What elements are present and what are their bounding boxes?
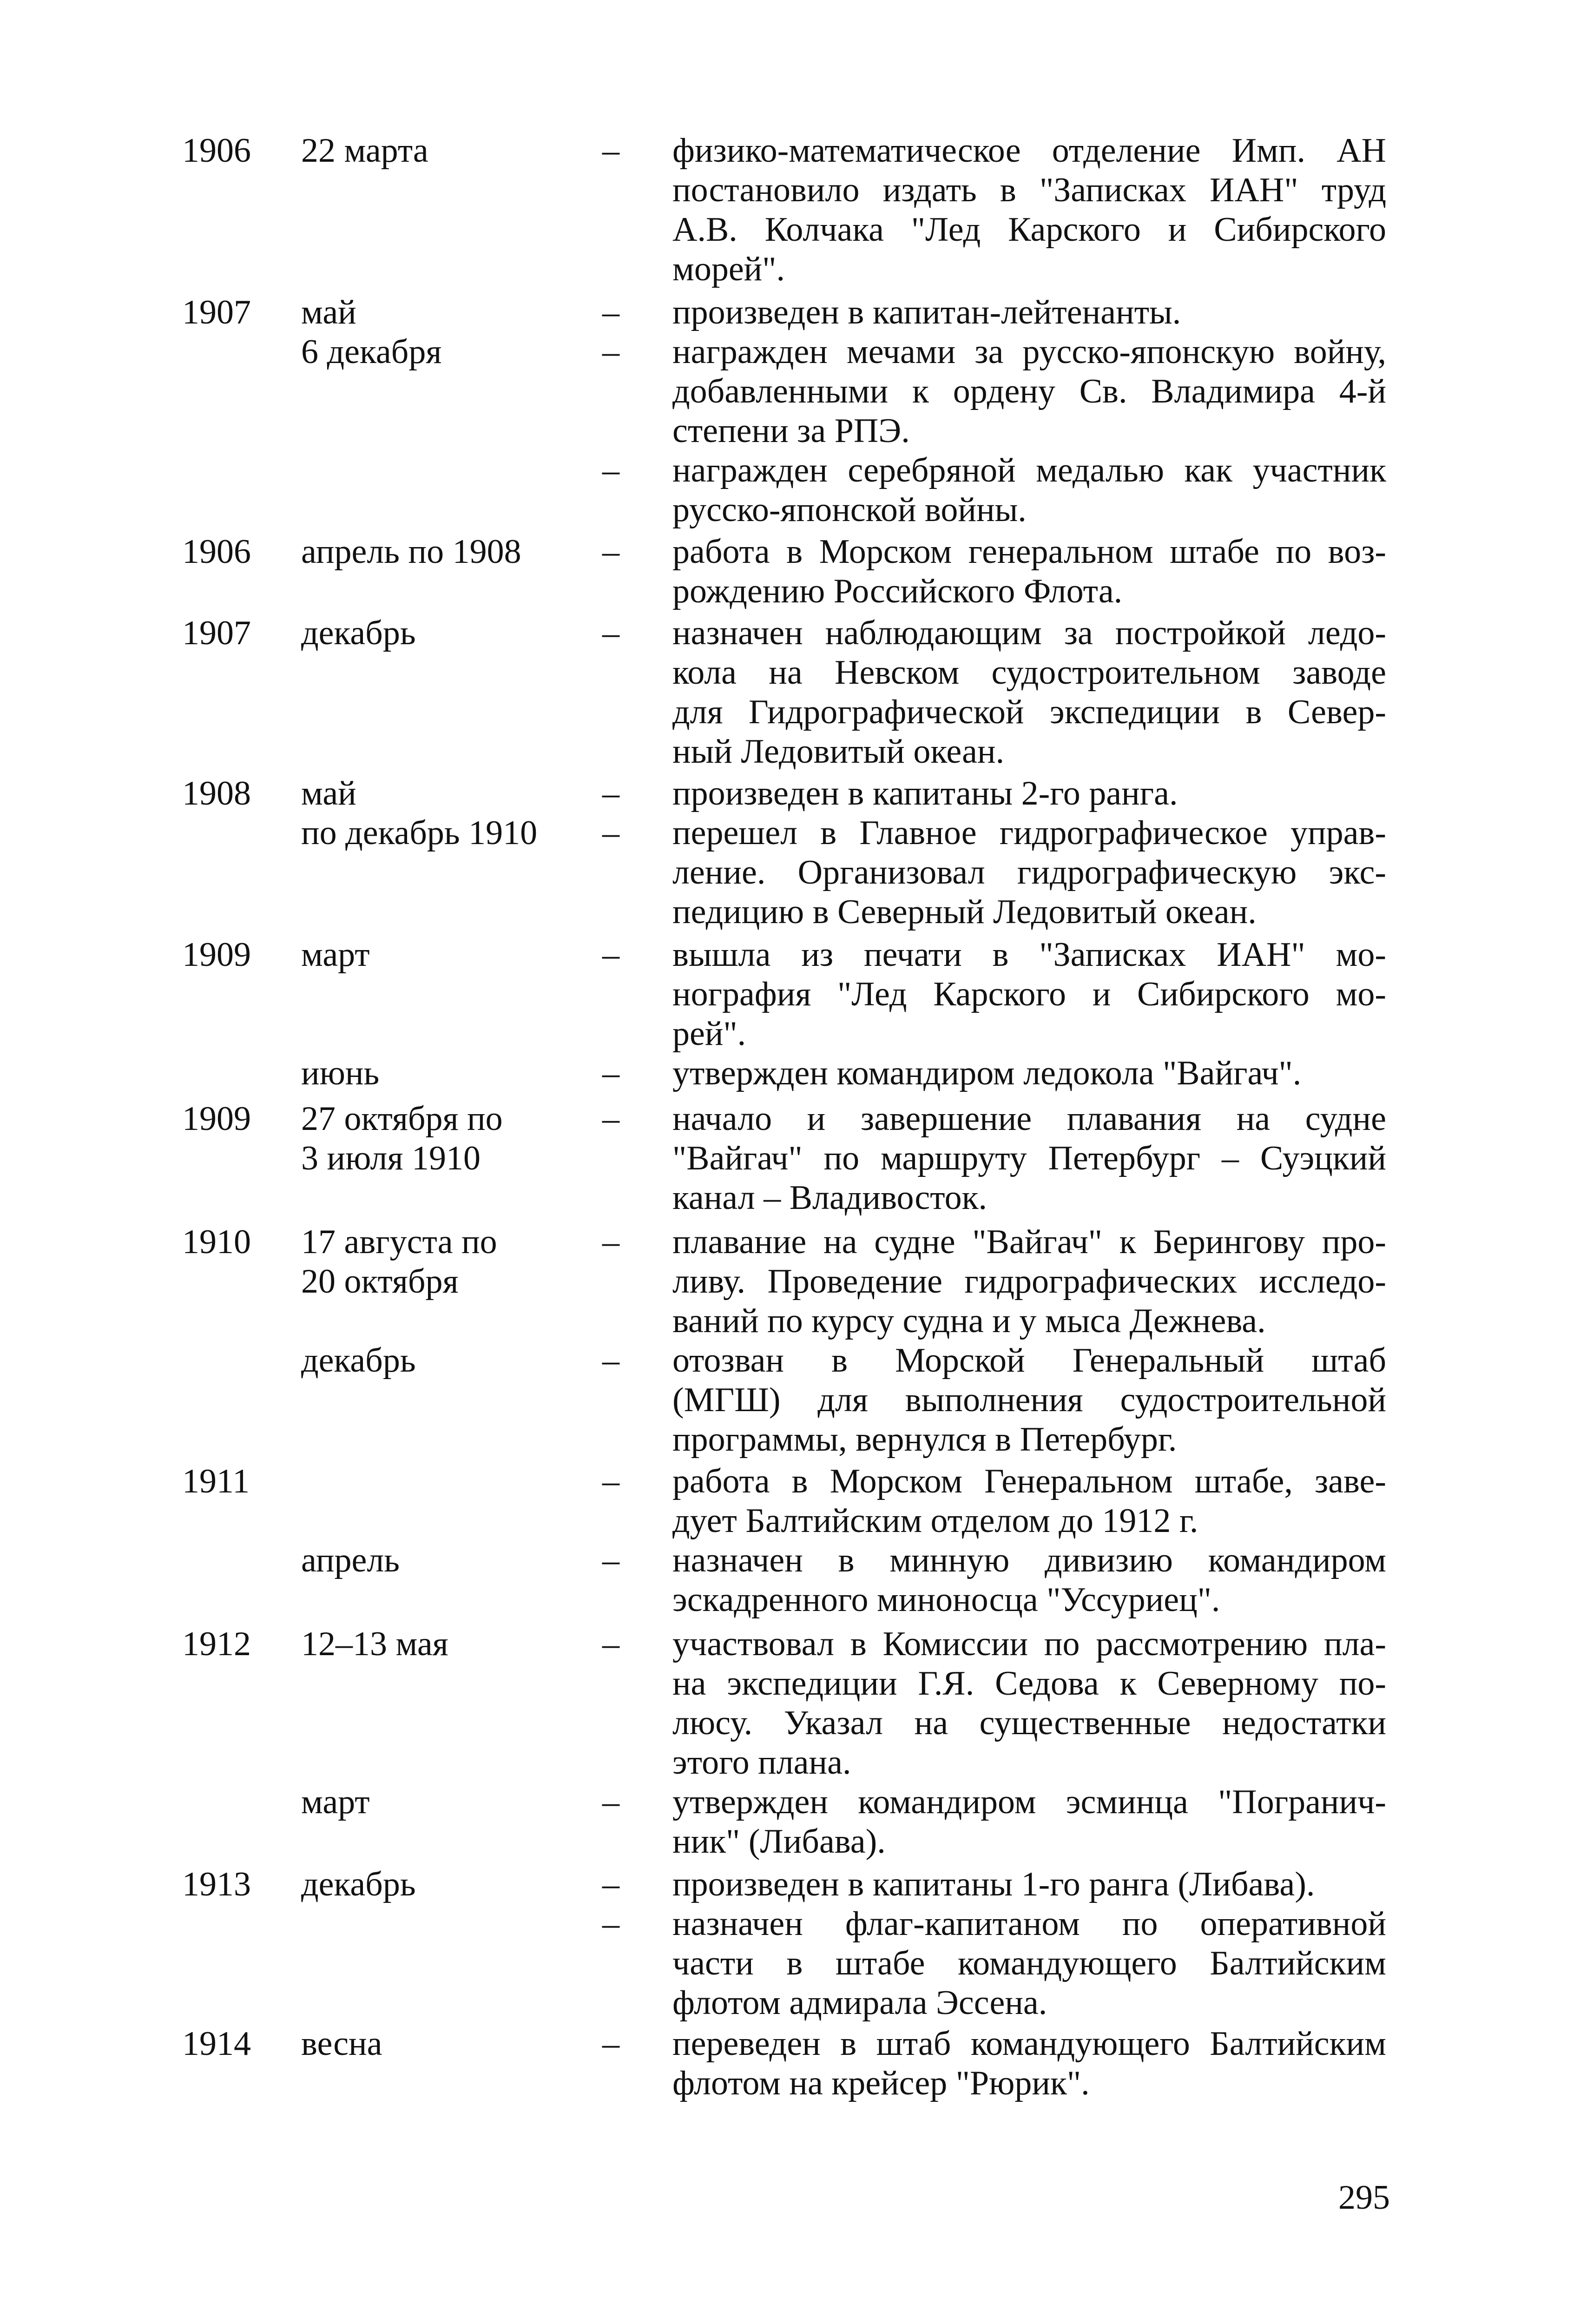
entry-text-line: ник" (Либава). xyxy=(672,1822,886,1861)
entry-dash: – xyxy=(602,1100,619,1138)
entry-dash: – xyxy=(602,774,619,812)
entry-text-line: русско-японской войны. xyxy=(672,491,1027,529)
entry-text-line: отозван в Морской Генеральный штаб xyxy=(672,1341,1386,1380)
chronology-year: 1913 xyxy=(182,1865,251,1903)
chronology-year: 1911 xyxy=(182,1462,250,1500)
entry-text-line: ление. Организовал гидрографическую экс- xyxy=(672,853,1386,891)
entry-text-line: утвержден командиром эсминца "Погранич- xyxy=(672,1783,1386,1821)
chronology-date: март xyxy=(301,1783,370,1821)
entry-text-line: работа в Морском генеральном штабе по воз- xyxy=(672,533,1386,571)
entry-dash: – xyxy=(602,333,619,371)
entry-text-line: переведен в штаб командующего Балтийским xyxy=(672,2025,1386,2063)
chronology-date: 22 марта xyxy=(301,132,428,170)
chronology-year: 1910 xyxy=(182,1223,251,1261)
entry-text-line: на экспедиции Г.Я. Седова к Северному по- xyxy=(672,1664,1386,1703)
entry-text-line: морей". xyxy=(672,250,785,288)
entry-text-line: степени за РПЭ. xyxy=(672,412,910,450)
entry-text-line: участвовал в Комиссии по рассмотрению пла- xyxy=(672,1625,1386,1663)
entry-text-line: перешел в Главное гидрографическое управ- xyxy=(672,814,1386,852)
entry-dash: – xyxy=(602,1783,619,1821)
chronology-year: 1912 xyxy=(182,1625,251,1663)
chronology-year: 1906 xyxy=(182,132,251,170)
chronology-year: 1908 xyxy=(182,774,251,812)
entry-dash: – xyxy=(602,1341,619,1380)
entry-text-line: рождению Российского Флота. xyxy=(672,572,1123,610)
page-number: 295 xyxy=(1338,2179,1390,2217)
entry-text-line: нография "Лед Карского и Сибирского мо- xyxy=(672,975,1386,1013)
entry-text-line: этого плана. xyxy=(672,1743,851,1782)
entry-text-line: "Вайгач" по маршруту Петербург – Суэцкий xyxy=(672,1139,1386,1177)
chronology-date: 27 октября по xyxy=(301,1100,503,1138)
entry-text-line: физико-математическое отделение Имп. АН xyxy=(672,132,1386,170)
entry-text-line: ливу. Проведение гидрографических исследо- xyxy=(672,1262,1386,1301)
entry-dash: – xyxy=(602,293,619,331)
entry-text-line: ный Ледовитый океан. xyxy=(672,733,1005,771)
entry-text-line: А.В. Колчака "Лед Карского и Сибирского xyxy=(672,211,1386,249)
chronology-year: 1909 xyxy=(182,1100,251,1138)
chronology-date: апрель по 1908 xyxy=(301,533,521,571)
entry-text-line: ваний по курсу судна и у мыса Дежнева. xyxy=(672,1302,1266,1340)
chronology-date: апрель xyxy=(301,1541,400,1579)
entry-dash: – xyxy=(602,1223,619,1261)
chronology-date: декабрь xyxy=(301,1865,416,1903)
chronology-date: весна xyxy=(301,2025,382,2063)
chronology-date: 20 октября xyxy=(301,1262,459,1301)
entry-dash: – xyxy=(602,1054,619,1092)
entry-text-line: эскадренного миноносца "Уссуриец". xyxy=(672,1581,1220,1619)
chronology-date: 6 декабря xyxy=(301,333,442,371)
entry-text-line: педицию в Северный Ледовитый океан. xyxy=(672,893,1257,931)
chronology-date: по декабрь 1910 xyxy=(301,814,538,852)
entry-text-line: произведен в капитаны 2-го ранга. xyxy=(672,774,1178,812)
chronology-date: декабрь xyxy=(301,614,416,652)
entry-text-line: назначен наблюдающим за постройкой ледо- xyxy=(672,614,1386,652)
entry-dash: – xyxy=(602,2025,619,2063)
entry-text-line: флотом адмирала Эссена. xyxy=(672,1984,1047,2022)
entry-dash: – xyxy=(602,132,619,170)
chronology-date: май xyxy=(301,293,356,331)
entry-dash: – xyxy=(602,1865,619,1903)
entry-dash: – xyxy=(602,1541,619,1579)
entry-text-line: назначен флаг-капитаном по оперативной xyxy=(672,1905,1386,1943)
entry-text-line: произведен в капитан-лейтенанты. xyxy=(672,293,1181,331)
entry-dash: – xyxy=(602,614,619,652)
chronology-date: 17 августа по xyxy=(301,1223,497,1261)
entry-text-line: люсу. Указал на существенные недостатки xyxy=(672,1704,1386,1742)
entry-dash: – xyxy=(602,1625,619,1663)
chronology-year: 1906 xyxy=(182,533,251,571)
entry-text-line: части в штабе командующего Балтийским xyxy=(672,1944,1386,1982)
entry-text-line: добавленными к ордену Св. Владимира 4-й xyxy=(672,372,1386,410)
entry-dash: – xyxy=(602,814,619,852)
entry-text-line: плавание на судне "Вайгач" к Берингову про- xyxy=(672,1223,1386,1261)
chronology-year: 1907 xyxy=(182,293,251,331)
entry-dash: – xyxy=(602,451,619,489)
chronology-date: май xyxy=(301,774,356,812)
entry-text-line: рей". xyxy=(672,1015,746,1053)
entry-text-line: начало и завершение плавания на судне xyxy=(672,1100,1386,1138)
entry-text-line: программы, вернулся в Петербург. xyxy=(672,1420,1177,1459)
chronology-date: июнь xyxy=(301,1054,380,1092)
entry-text-line: (МГШ) для выполнения судостроительной xyxy=(672,1381,1386,1419)
entry-text-line: для Гидрографической экспедиции в Север- xyxy=(672,693,1386,731)
entry-text-line: постановило издать в "Записках ИАН" труд xyxy=(672,171,1386,209)
entry-dash: – xyxy=(602,1462,619,1500)
entry-dash: – xyxy=(602,1905,619,1943)
entry-text-line: вышла из печати в "Записках ИАН" мо- xyxy=(672,936,1386,974)
chronology-date: декабрь xyxy=(301,1341,416,1380)
entry-text-line: утвержден командиром ледокола "Вайгач". xyxy=(672,1054,1302,1092)
chronology-date: 12–13 мая xyxy=(301,1625,448,1663)
entry-text-line: работа в Морском Генеральном штабе, заве- xyxy=(672,1462,1386,1500)
chronology-date: 3 июля 1910 xyxy=(301,1139,481,1177)
entry-text-line: флотом на крейсер "Рюрик". xyxy=(672,2064,1090,2102)
chronology-year: 1907 xyxy=(182,614,251,652)
entry-text-line: произведен в капитаны 1-го ранга (Либава). xyxy=(672,1865,1315,1903)
entry-dash: – xyxy=(602,533,619,571)
entry-text-line: дует Балтийским отделом до 1912 г. xyxy=(672,1502,1198,1540)
entry-text-line: награжден серебряной медалью как участник xyxy=(672,451,1386,489)
entry-text-line: награжден мечами за русско-японскую войну, xyxy=(672,333,1386,371)
chronology-year: 1909 xyxy=(182,936,251,974)
chronology-date: март xyxy=(301,936,370,974)
entry-dash: – xyxy=(602,936,619,974)
entry-text-line: кола на Невском судостроительном заводе xyxy=(672,654,1386,692)
chronology-year: 1914 xyxy=(182,2025,251,2063)
entry-text-line: канал – Владивосток. xyxy=(672,1179,988,1217)
entry-text-line: назначен в минную дивизию командиром xyxy=(672,1541,1386,1579)
